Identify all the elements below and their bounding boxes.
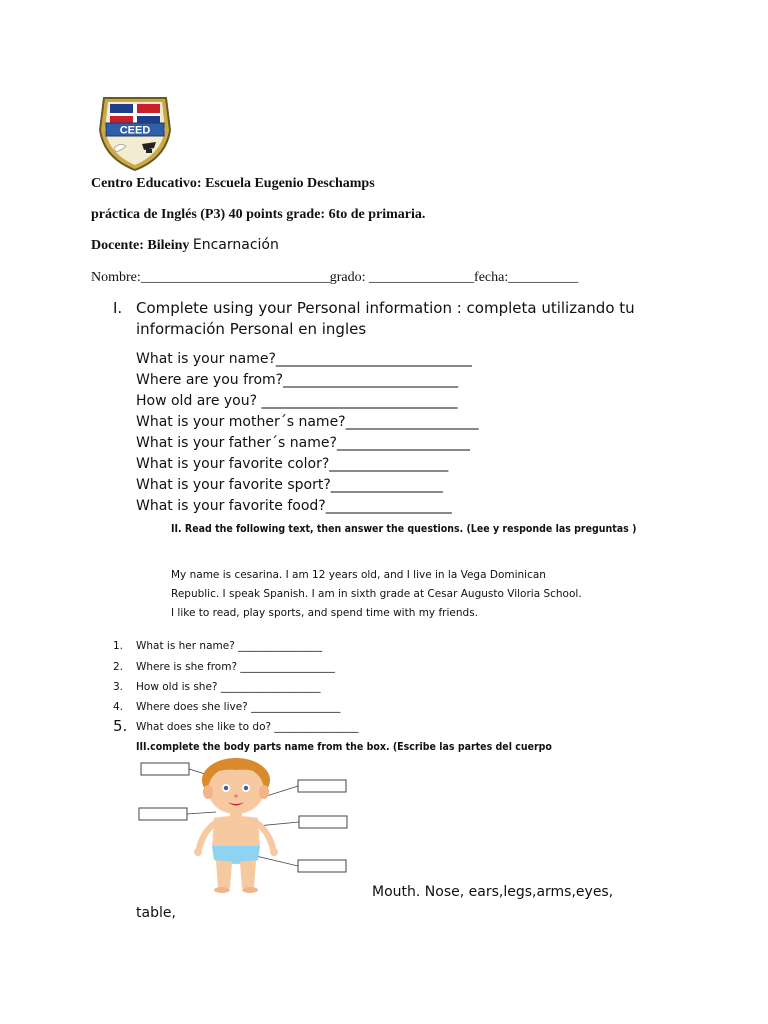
word-box-line-2: table, xyxy=(136,905,176,921)
personal-question: What is your favorite food?__________________ xyxy=(136,498,452,514)
section1-instruction-1: Complete using your Personal information : completa utilizando tu xyxy=(136,299,635,317)
personal-question: How old are you? ____________________________ xyxy=(136,393,458,409)
question-number: 1. xyxy=(113,640,124,652)
teacher-label: Docente: Bileiny xyxy=(91,238,190,253)
personal-question: What is your name?____________________________ xyxy=(136,351,472,367)
personal-question: Where are you from?_________________________ xyxy=(136,372,459,388)
school-logo xyxy=(96,92,174,172)
question-number: 3. xyxy=(113,681,124,693)
reading-question: What does she like to do? ________________ xyxy=(136,721,359,733)
reading-question: How old is she? ___________________ xyxy=(136,681,321,693)
logo-text: CEED xyxy=(119,124,151,137)
student-fields: Nombre:___________________________grado: _______________fecha:__________ xyxy=(91,270,579,285)
word-box-line-1: Mouth. Nose, ears,legs,arms,eyes, xyxy=(372,884,614,900)
personal-question: What is your favorite sport?________________ xyxy=(136,477,443,493)
story-line: I like to read, play sports, and spend time with my friends. xyxy=(171,607,478,619)
personal-question: What is your father´s name?___________________ xyxy=(136,435,470,451)
personal-question: What is your favorite color?_________________ xyxy=(136,456,449,472)
teacher-line xyxy=(91,237,279,254)
personal-question: What is your mother´s name?___________________ xyxy=(136,414,479,430)
section2-title: II. Read the following text, then answer the questions. (Lee y responde las preguntas ) xyxy=(171,522,637,535)
section3-title: III.complete the body parts name from the box. (Escribe las partes del cuerpo xyxy=(136,740,552,753)
section1-instruction-2: información Personal en ingles xyxy=(136,320,367,338)
body-parts-illustration xyxy=(136,756,350,896)
section1-numeral: I. xyxy=(113,299,123,317)
school-name: Centro Educativo: Escuela Eugenio Deschamps xyxy=(91,176,375,191)
practice-title: práctica de Inglés (P3) 40 points grade: 6to de primaria. xyxy=(91,207,426,222)
reading-question: Where does she live? _________________ xyxy=(136,701,341,713)
question-number: 4. xyxy=(113,701,124,713)
story-line: Republic. I speak Spanish. I am in sixth grade at Cesar Augusto Viloria School. xyxy=(171,588,582,600)
story-line: My name is cesarina. I am 12 years old, and I live in la Vega Dominican xyxy=(171,569,546,581)
reading-question: What is her name? ________________ xyxy=(136,640,323,652)
teacher-surname: Encarnación xyxy=(192,237,279,253)
question-number: 2. xyxy=(113,661,124,673)
reading-question: Where is she from? __________________ xyxy=(136,661,335,673)
question-number: 5. xyxy=(113,717,128,735)
